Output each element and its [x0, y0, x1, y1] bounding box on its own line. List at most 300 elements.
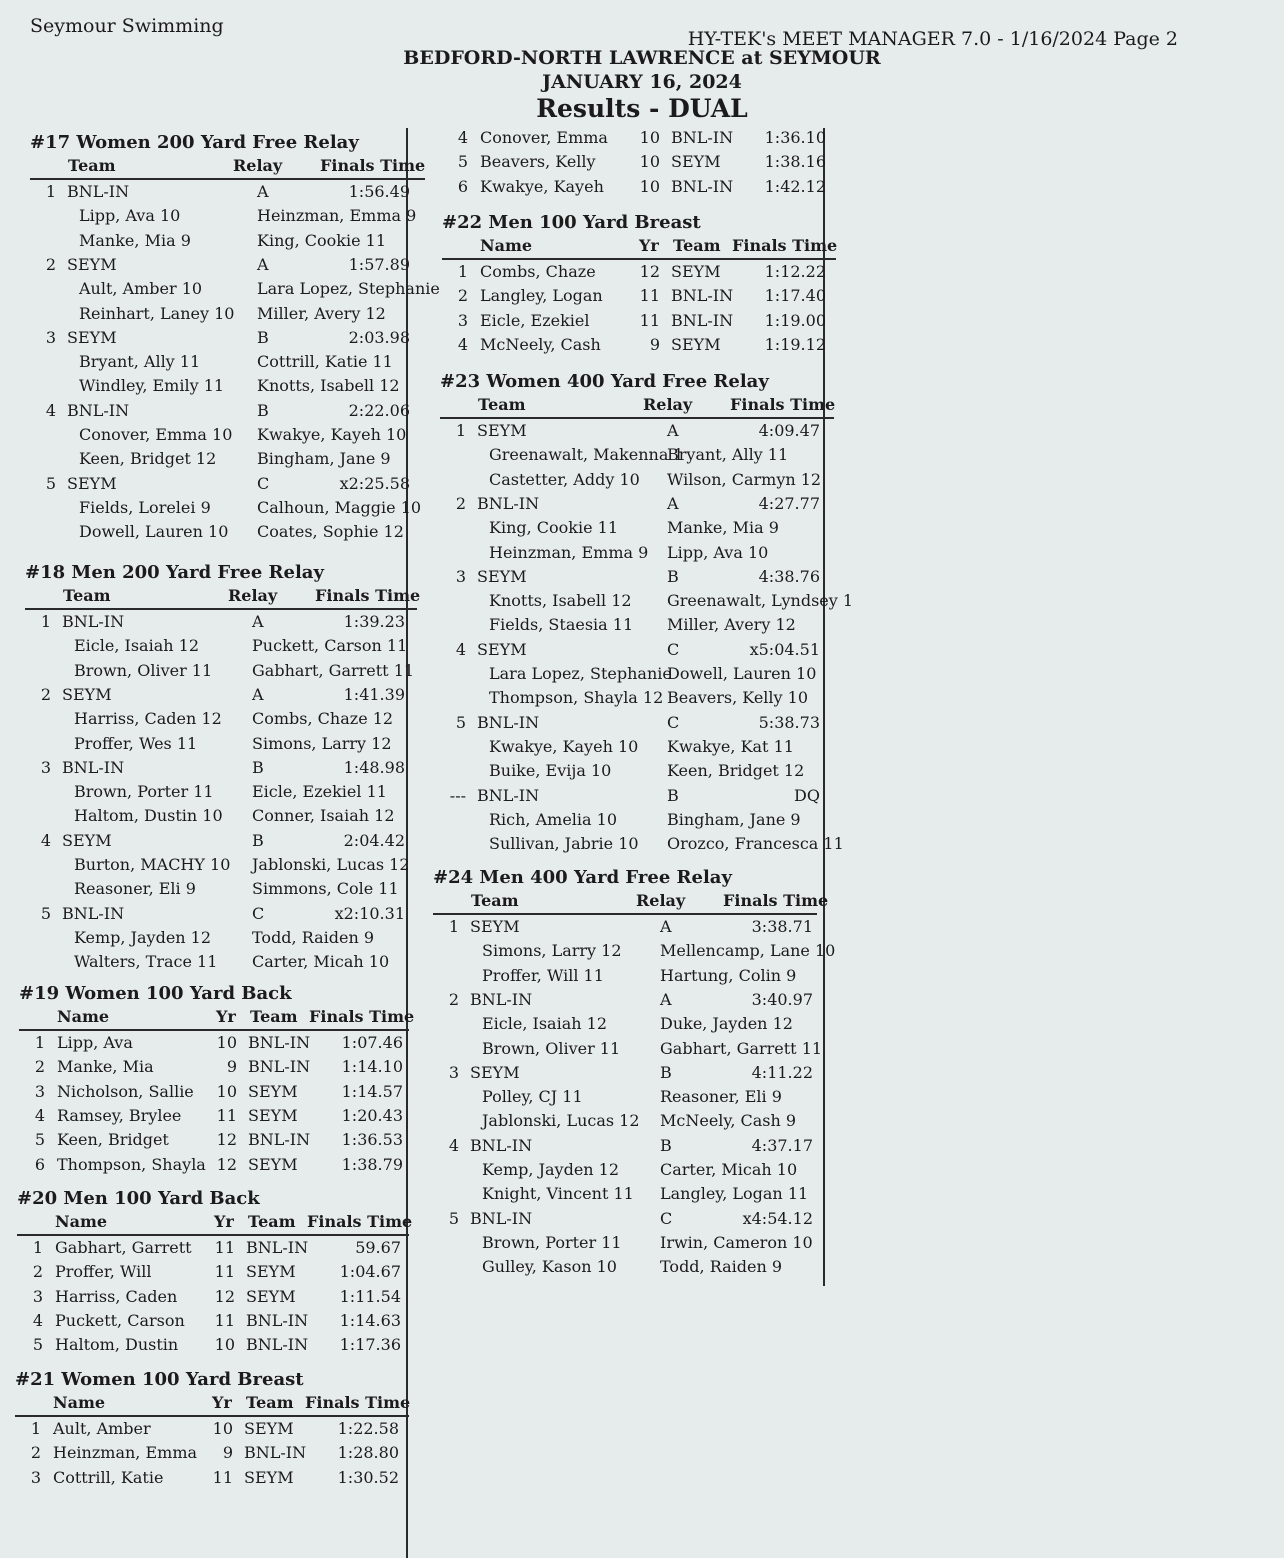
- year: 10: [639, 152, 660, 172]
- finals-time: 1:19.00: [764, 310, 826, 330]
- team: BNL-IN: [246, 1310, 309, 1330]
- swimmer-name: Ramsey, Brylee: [57, 1105, 182, 1125]
- team: SEYM: [470, 1062, 520, 1082]
- swimmer: Carter, Micah 10: [252, 952, 390, 972]
- swimmer: Heinzman, Emma 9: [489, 542, 649, 562]
- swimmer: Lipp, Ava 10: [79, 206, 181, 226]
- swimmer: Reinhart, Laney 10: [79, 303, 235, 323]
- swimmer: King, Cookie 11: [489, 518, 619, 538]
- place: 4: [32, 1310, 43, 1330]
- finals-time-header: Finals Time: [320, 156, 426, 175]
- swimmer: Thompson, Shayla 12: [489, 688, 664, 708]
- header-rule: [15, 1415, 409, 1417]
- swimmer: Puckett, Carson 11: [252, 636, 408, 656]
- swimmer-name: Puckett, Carson: [55, 1310, 185, 1330]
- swimmer: Kemp, Jayden 12: [482, 1160, 620, 1179]
- place: 5: [455, 712, 466, 732]
- team: SEYM: [248, 1081, 298, 1101]
- place: 5: [448, 1208, 459, 1228]
- team: SEYM: [67, 473, 117, 493]
- finals-time: 4:37.17: [751, 1135, 813, 1155]
- finals-time: 1:48.98: [343, 757, 405, 777]
- team: BNL-IN: [671, 176, 734, 196]
- year: 11: [214, 1262, 235, 1282]
- swimmer: Windley, Emily 11: [79, 376, 225, 396]
- swimmer: Manke, Mia 9: [667, 518, 779, 538]
- swimmer: Miller, Avery 12: [257, 303, 386, 323]
- finals-time: 1:38.16: [764, 152, 826, 172]
- relay: A: [667, 421, 679, 440]
- place: 3: [455, 566, 466, 586]
- team-header: Team: [248, 1212, 296, 1231]
- swimmer-name: Harriss, Caden: [55, 1286, 178, 1306]
- place: 4: [457, 128, 468, 147]
- finals-time: 1:11.54: [339, 1286, 401, 1306]
- team: SEYM: [246, 1286, 296, 1306]
- finals-time-header: Finals Time: [730, 395, 836, 414]
- swimmer: Rich, Amelia 10: [489, 809, 618, 829]
- swimmer: Greenawalt, Lyndsey 1: [667, 591, 854, 611]
- swimmer: Keen, Bridget 12: [79, 449, 217, 469]
- swimmer: Gabhart, Garrett 11: [660, 1038, 823, 1058]
- results-title: Results - DUAL: [536, 94, 748, 123]
- place: 1: [30, 1419, 41, 1438]
- swimmer: Brown, Oliver 11: [482, 1038, 621, 1058]
- swimmer-name: Lipp, Ava: [57, 1033, 133, 1052]
- swimmer: King, Cookie 11: [257, 230, 387, 250]
- swimmer: Todd, Raiden 9: [660, 1257, 783, 1277]
- swimmer: Carter, Micah 10: [660, 1160, 798, 1179]
- relay: B: [257, 400, 269, 420]
- header-left: Seymour Swimming: [30, 15, 224, 37]
- relay: B: [660, 1135, 672, 1155]
- relay: B: [257, 327, 269, 347]
- team-header: Team: [673, 236, 721, 255]
- finals-time: 1:36.53: [341, 1130, 403, 1150]
- swimmer: Bingham, Jane 9: [667, 809, 801, 829]
- team: BNL-IN: [477, 493, 540, 513]
- swimmer: Lara Lopez, Stephanie: [257, 279, 440, 299]
- team: BNL-IN: [248, 1130, 311, 1150]
- relay: B: [252, 757, 264, 777]
- team: SEYM: [671, 334, 721, 354]
- team: SEYM: [248, 1105, 298, 1125]
- finals-time-header: Finals Time: [732, 236, 838, 255]
- team: BNL-IN: [470, 1208, 533, 1228]
- team: SEYM: [470, 917, 520, 936]
- swimmer: Kwakye, Kayeh 10: [257, 425, 407, 444]
- finals-time: 2:04.42: [343, 830, 405, 850]
- team: BNL-IN: [671, 286, 734, 306]
- team: BNL-IN: [246, 1238, 309, 1257]
- finals-time: 1:30.52: [337, 1467, 399, 1487]
- swimmer: Langley, Logan 11: [660, 1184, 809, 1204]
- swimmer-name: Langley, Logan: [480, 286, 603, 306]
- swimmer: Bryant, Ally 11: [667, 445, 789, 465]
- swimmer: McNeely, Cash 9: [660, 1111, 797, 1131]
- swimmer-name: McNeely, Cash: [480, 334, 601, 354]
- team: BNL-IN: [62, 612, 125, 631]
- swimmer: Conner, Isaiah 12: [252, 806, 395, 826]
- swimmer: Eicle, Isaiah 12: [74, 636, 199, 656]
- relay: C: [660, 1208, 673, 1228]
- finals-time: 4:27.77: [758, 493, 820, 513]
- team: SEYM: [671, 152, 721, 172]
- relay: B: [252, 830, 264, 850]
- event-title: #17 Women 200 Yard Free Relay: [30, 132, 359, 153]
- swimmer-name: Conover, Emma: [480, 128, 608, 147]
- finals-time: 4:38.76: [758, 566, 820, 586]
- swimmer: Brown, Oliver 11: [74, 660, 213, 680]
- name-header: Name: [53, 1393, 106, 1412]
- place: 5: [40, 903, 51, 923]
- relay: C: [257, 473, 270, 493]
- year: 9: [649, 334, 660, 354]
- swimmer: Lara Lopez, Stephanie: [489, 664, 672, 683]
- place: ---: [449, 785, 466, 805]
- relay: A: [667, 493, 679, 513]
- header-rule: [25, 608, 417, 610]
- finals-time: 2:03.98: [348, 327, 410, 347]
- year: 11: [214, 1310, 235, 1330]
- team: SEYM: [62, 830, 112, 850]
- team: BNL-IN: [671, 128, 734, 147]
- swimmer-name: Keen, Bridget: [57, 1130, 169, 1150]
- swimmer: Buike, Evija 10: [489, 761, 612, 781]
- swimmer: Greenawalt, Makenna 1: [489, 445, 684, 465]
- place: 5: [34, 1130, 45, 1150]
- finals-time: 1:19.12: [764, 334, 826, 354]
- finals-time: 1:39.23: [343, 612, 405, 631]
- swimmer: Manke, Mia 9: [79, 230, 191, 250]
- event-title: #23 Women 400 Yard Free Relay: [440, 371, 769, 392]
- swimmer: Fields, Lorelei 9: [79, 497, 211, 517]
- swimmer: Brown, Porter 11: [74, 782, 214, 802]
- meet-title: BEDFORD-NORTH LAWRENCE at SEYMOUR: [403, 47, 881, 69]
- swimmer: Gulley, Kason 10: [482, 1257, 617, 1277]
- finals-time-header: Finals Time: [307, 1212, 413, 1231]
- event-title: #22 Men 100 Yard Breast: [442, 212, 701, 233]
- name-header: Name: [57, 1007, 110, 1026]
- finals-time: 2:22.06: [348, 400, 410, 420]
- swimmer: Knotts, Isabell 12: [489, 591, 632, 611]
- swimmer: Bryant, Ally 11: [79, 352, 201, 372]
- swimmer: Beavers, Kelly 10: [667, 688, 809, 708]
- place: 1: [34, 1033, 45, 1052]
- swimmer: Simons, Larry 12: [252, 733, 392, 753]
- swimmer: Orozco, Francesca 11: [667, 834, 844, 854]
- team: BNL-IN: [62, 757, 125, 777]
- swimmer: Burton, MACHY 10: [74, 855, 231, 874]
- team-header: Team: [63, 586, 111, 605]
- team: SEYM: [477, 639, 527, 659]
- place: 1: [448, 917, 459, 936]
- team: BNL-IN: [248, 1033, 311, 1052]
- year: 11: [639, 310, 660, 330]
- swimmer: Harriss, Caden 12: [74, 709, 222, 729]
- swimmer: Polley, CJ 11: [482, 1087, 583, 1107]
- event-title: #18 Men 200 Yard Free Relay: [25, 562, 324, 583]
- swimmer: Knotts, Isabell 12: [257, 376, 400, 396]
- year: 12: [639, 262, 660, 281]
- team-header: Team: [471, 891, 519, 910]
- swimmer: Jablonski, Lucas 12: [482, 1111, 640, 1131]
- finals-time: 1:14.57: [341, 1081, 403, 1101]
- team: BNL-IN: [671, 310, 734, 330]
- relay: A: [257, 254, 269, 274]
- swimmer: Mellencamp, Lane 10: [660, 941, 836, 961]
- relay-header: Relay: [643, 395, 693, 414]
- header-rule: [19, 1029, 409, 1031]
- team: SEYM: [244, 1419, 294, 1438]
- yr-header: Yr: [639, 236, 659, 255]
- relay-header: Relay: [228, 586, 278, 605]
- swimmer: Coates, Sophie 12: [257, 522, 404, 542]
- swimmer-name: Proffer, Will: [55, 1262, 152, 1282]
- year: 11: [212, 1467, 233, 1487]
- year: 11: [216, 1105, 237, 1125]
- yr-header: Yr: [216, 1007, 236, 1026]
- swimmer: Kwakye, Kayeh 10: [489, 736, 639, 756]
- finals-time: 1:14.63: [339, 1310, 401, 1330]
- place: 6: [457, 176, 468, 196]
- swimmer: Reasoner, Eli 9: [74, 879, 196, 899]
- place: 4: [45, 400, 56, 420]
- team: BNL-IN: [477, 785, 540, 805]
- team: BNL-IN: [67, 400, 130, 420]
- swimmer: Miller, Avery 12: [667, 615, 796, 635]
- finals-time: 1:04.67: [339, 1262, 401, 1282]
- swimmer: Calhoun, Maggie 10: [257, 497, 422, 517]
- relay: A: [660, 989, 672, 1009]
- swimmer-name: Haltom, Dustin: [55, 1335, 179, 1355]
- team: SEYM: [62, 684, 112, 704]
- place: 3: [34, 1081, 45, 1101]
- relay: B: [667, 785, 679, 805]
- team-header: Team: [246, 1393, 294, 1412]
- finals-time-header: Finals Time: [315, 586, 421, 605]
- year: 9: [226, 1057, 237, 1077]
- finals-time: 1:38.79: [341, 1154, 403, 1174]
- finals-time: x2:25.58: [339, 473, 410, 493]
- swimmer: Heinzman, Emma 9: [257, 206, 417, 226]
- swimmer: Dowell, Lauren 10: [79, 522, 229, 542]
- yr-header: Yr: [212, 1393, 232, 1412]
- year: 11: [639, 286, 660, 306]
- team: SEYM: [477, 566, 527, 586]
- swimmer: Todd, Raiden 9: [252, 927, 375, 947]
- relay: B: [660, 1062, 672, 1082]
- swimmer-name: Heinzman, Emma: [53, 1443, 198, 1463]
- header-rule: [30, 178, 425, 180]
- swimmer: Simmons, Cole 11: [252, 879, 399, 899]
- place: 2: [457, 286, 468, 306]
- swimmer-name: Kwakye, Kayeh: [480, 176, 604, 196]
- swimmer: Kemp, Jayden 12: [74, 927, 212, 947]
- swimmer: Wilson, Carmyn 12: [667, 469, 822, 489]
- swimmer: Knight, Vincent 11: [482, 1184, 634, 1204]
- swimmer: Jablonski, Lucas 12: [252, 855, 410, 874]
- team: BNL-IN: [470, 989, 533, 1009]
- swimmer: Kwakye, Kat 11: [667, 736, 794, 756]
- place: 2: [448, 989, 459, 1009]
- team: BNL-IN: [244, 1443, 307, 1463]
- place: 4: [448, 1135, 459, 1155]
- place: 6: [34, 1154, 45, 1174]
- place: 2: [40, 684, 51, 704]
- swimmer: Sullivan, Jabrie 10: [489, 834, 639, 854]
- team: BNL-IN: [248, 1057, 311, 1077]
- place: 4: [455, 639, 466, 659]
- finals-time: 1:22.58: [337, 1419, 399, 1438]
- team: BNL-IN: [67, 182, 130, 201]
- finals-time-header: Finals Time: [723, 891, 829, 910]
- team: BNL-IN: [246, 1335, 309, 1355]
- place: 3: [40, 757, 51, 777]
- place: 4: [457, 334, 468, 354]
- year: 10: [639, 176, 660, 196]
- finals-time: 1:36.10: [764, 128, 826, 147]
- finals-time: 3:40.97: [751, 989, 813, 1009]
- swimmer: Lipp, Ava 10: [667, 542, 769, 562]
- year: 11: [214, 1238, 235, 1257]
- finals-time: 1:14.10: [341, 1057, 403, 1077]
- swimmer: Simons, Larry 12: [482, 941, 622, 961]
- header-rule: [440, 417, 834, 419]
- year: 10: [212, 1419, 233, 1438]
- place: 3: [45, 327, 56, 347]
- team: SEYM: [244, 1467, 294, 1487]
- team: SEYM: [67, 254, 117, 274]
- relay: B: [667, 566, 679, 586]
- swimmer-name: Nicholson, Sallie: [57, 1081, 194, 1101]
- team: SEYM: [248, 1154, 298, 1174]
- yr-header: Yr: [214, 1212, 234, 1231]
- relay-header: Relay: [636, 891, 686, 910]
- year: 9: [222, 1443, 233, 1463]
- place: 5: [457, 152, 468, 172]
- place: 4: [34, 1105, 45, 1125]
- team-header: Team: [68, 156, 116, 175]
- place: 3: [448, 1062, 459, 1082]
- swimmer: Gabhart, Garrett 11: [252, 660, 415, 680]
- swimmer: Dowell, Lauren 10: [667, 664, 817, 683]
- name-header: Name: [55, 1212, 108, 1231]
- year: 12: [216, 1130, 237, 1150]
- swimmer: Conover, Emma 10: [79, 425, 233, 444]
- relay: A: [660, 917, 672, 936]
- year: 10: [216, 1081, 237, 1101]
- place: 1: [45, 182, 56, 201]
- team: SEYM: [246, 1262, 296, 1282]
- swimmer: Irwin, Cameron 10: [660, 1232, 813, 1252]
- place: 4: [40, 830, 51, 850]
- place: 1: [455, 421, 466, 440]
- relay-header: Relay: [233, 156, 283, 175]
- year: 10: [216, 1033, 237, 1052]
- team: SEYM: [67, 327, 117, 347]
- relay: C: [667, 712, 680, 732]
- finals-time: 1:57.89: [348, 254, 410, 274]
- finals-time: x2:10.31: [334, 903, 405, 923]
- team: BNL-IN: [62, 903, 125, 923]
- swimmer: Proffer, Will 11: [482, 965, 604, 985]
- finals-time: 4:11.22: [751, 1062, 813, 1082]
- team: SEYM: [671, 262, 721, 281]
- swimmer: Bingham, Jane 9: [257, 449, 391, 469]
- year: 12: [214, 1286, 235, 1306]
- relay: A: [252, 612, 264, 631]
- relay: C: [667, 639, 680, 659]
- team: BNL-IN: [477, 712, 540, 732]
- finals-time: x5:04.51: [749, 639, 820, 659]
- swimmer-name: Thompson, Shayla: [57, 1154, 206, 1174]
- header-rule: [442, 258, 836, 260]
- team: SEYM: [477, 421, 527, 440]
- finals-time-header: Finals Time: [309, 1007, 415, 1026]
- year: 10: [214, 1335, 235, 1355]
- swimmer-name: Combs, Chaze: [480, 262, 596, 281]
- year: 10: [639, 128, 660, 147]
- finals-time: 59.67: [355, 1238, 401, 1257]
- swimmer: Eicle, Isaiah 12: [482, 1014, 607, 1034]
- place: 2: [30, 1443, 41, 1463]
- swimmer: Reasoner, Eli 9: [660, 1087, 782, 1107]
- swimmer: Walters, Trace 11: [74, 952, 218, 972]
- swimmer-name: Eicle, Ezekiel: [480, 310, 590, 330]
- finals-time: 1:41.39: [343, 684, 405, 704]
- team: BNL-IN: [470, 1135, 533, 1155]
- swimmer-name: Beavers, Kelly: [480, 152, 596, 172]
- team-header: Team: [250, 1007, 298, 1026]
- swimmer: Haltom, Dustin 10: [74, 806, 223, 826]
- swimmer: Ault, Amber 10: [79, 279, 203, 299]
- swimmer: Keen, Bridget 12: [667, 761, 805, 781]
- place: 3: [457, 310, 468, 330]
- finals-time: 1:17.36: [339, 1335, 401, 1355]
- swimmer: Proffer, Wes 11: [74, 733, 198, 753]
- event-title: #20 Men 100 Yard Back: [17, 1188, 260, 1209]
- place: 2: [45, 254, 56, 274]
- finals-time: 1:07.46: [341, 1033, 403, 1052]
- swimmer: Combs, Chaze 12: [252, 709, 394, 729]
- header-rule: [433, 913, 817, 915]
- header-rule: [17, 1234, 409, 1236]
- finals-time-header: Finals Time: [305, 1393, 411, 1412]
- swimmer-name: Manke, Mia: [57, 1057, 154, 1077]
- swimmer-name: Gabhart, Garrett: [55, 1238, 192, 1257]
- place: 5: [45, 473, 56, 493]
- place: 2: [455, 493, 466, 513]
- swimmer-name: Cottrill, Katie: [53, 1467, 164, 1487]
- finals-time: 1:42.12: [764, 176, 826, 196]
- relay: A: [257, 182, 269, 201]
- finals-time: DQ: [794, 785, 820, 805]
- swimmer: Fields, Staesia 11: [489, 615, 634, 635]
- swimmer: Cottrill, Katie 11: [257, 352, 393, 372]
- place: 1: [32, 1238, 43, 1257]
- team-header: Team: [478, 395, 526, 414]
- finals-time: 1:12.22: [764, 262, 826, 281]
- place: 3: [32, 1286, 43, 1306]
- header-right: HY-TEK's MEET MANAGER 7.0 - 1/16/2024 Page 2: [687, 28, 1178, 50]
- place: 3: [30, 1467, 41, 1487]
- place: 2: [34, 1057, 45, 1077]
- finals-time: x4:54.12: [742, 1208, 813, 1228]
- finals-time: 4:09.47: [758, 421, 820, 440]
- place: 5: [32, 1335, 43, 1355]
- swimmer: Brown, Porter 11: [482, 1232, 622, 1252]
